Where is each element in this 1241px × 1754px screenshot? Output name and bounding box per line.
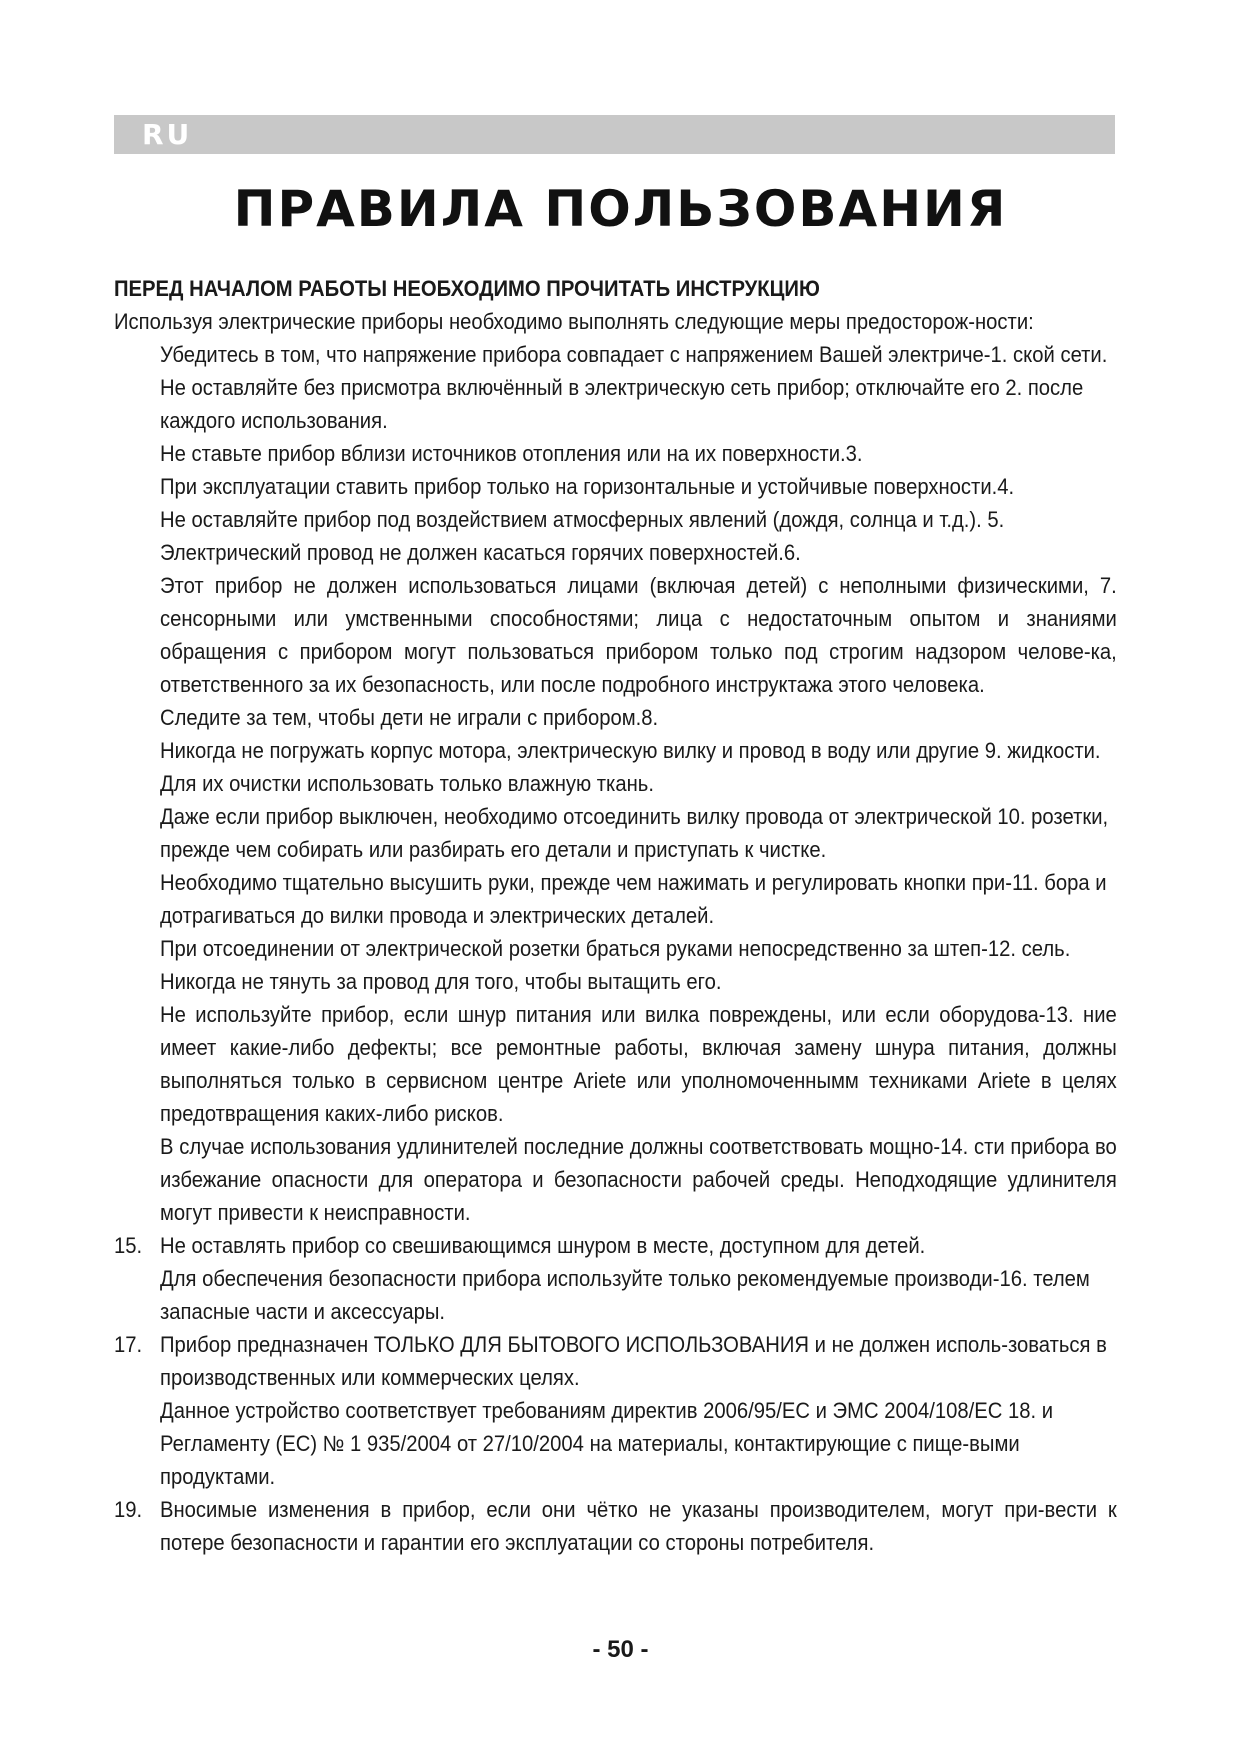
language-code: RU <box>142 118 193 151</box>
list-item <box>114 866 1117 932</box>
intro-paragraph: Используя электрические приборы необходимо выполнять следующие меры предосторож-ности: <box>114 309 1034 334</box>
list-item <box>114 1493 1117 1559</box>
section-heading: ПЕРЕД НАЧАЛОМ РАБОТЫ НЕОБХОДИМО ПРОЧИТАТЬ ИНСТРУКЦИЮ <box>114 276 820 301</box>
list-item-number: 19. <box>114 1497 143 1522</box>
list-item-text: Не оставляйте без присмотра включённый в электрическую сеть прибор; отключайте его 2. после каждого использования. <box>160 375 1084 433</box>
list-item-text: Данное устройство соответствует требованиям директив 2006/95/ЕС и ЭМС 2004/108/ЕС 18. и Регламенту (ЕС) № 1 935/2004 от 27/10/2004 на материалы, контактирующие с пище-выми продуктами. <box>160 1398 1054 1489</box>
list-item-text: Этот прибор не должен использоваться лицами (включая детей) с неполными физическими, 7. сенсорными или умственными способностями; лица с недостаточным опытом и знаниями обращения с прибором могут пользоваться прибором только под строгим надзором челове-ка, ответственного за их безопасность, или после подробного инструктажа этого человека. <box>160 573 1117 697</box>
list-item <box>114 1229 1117 1262</box>
list-item <box>114 701 1117 734</box>
list-item <box>114 470 1117 503</box>
list-item-text: Не оставляйте прибор под воздействием атмосферных явлений (дождя, солнца и т.д.). 5. <box>160 507 1005 532</box>
list-item <box>114 932 1117 998</box>
list-item-text: Не оставлять прибор со свешивающимся шнуром в месте, доступном для детей. <box>160 1233 926 1258</box>
list-item <box>114 569 1117 701</box>
list-item-text: Вносимые изменения в прибор, если они чётко не указаны производителем, могут при-вести к потере безопасности и гарантии его эксплуатации со стороны потребителя. <box>160 1497 1117 1555</box>
list-item-number: 17. <box>114 1332 143 1357</box>
list-item <box>114 1328 1117 1394</box>
list-item-text: Следите за тем, чтобы дети не играли с прибором.8. <box>160 705 659 730</box>
list-item-text: При эксплуатации ставить прибор только на горизонтальные и устойчивые поверхности.4. <box>160 474 1015 499</box>
list-item-text: Не ставьте прибор вблизи источников отопления или на их поверхности.3. <box>160 441 863 466</box>
list-item <box>114 734 1117 800</box>
list-item <box>114 1262 1117 1328</box>
list-item-text: Убедитесь в том, что напряжение прибора совпадает с напряжением Вашей электриче-1. ской сети. <box>160 342 1108 367</box>
list-item-text: Необходимо тщательно высушить руки, прежде чем нажимать и регулировать кнопки при-11. бора и дотрагиваться до вилки провода и электрических деталей. <box>160 870 1107 928</box>
list-item <box>114 998 1117 1130</box>
list-item-text: Даже если прибор выключен, необходимо отсоединить вилку провода от электрической 10. розетки, прежде чем собирать или разбирать его детали и приступать к чистке. <box>160 804 1109 862</box>
list-item-text: Никогда не погружать корпус мотора, электрическую вилку и провод в воду или другие 9. жидкости. Для их очистки использовать только влажную ткань. <box>160 738 1101 796</box>
list-item <box>114 800 1117 866</box>
list-item <box>114 503 1117 536</box>
list-item <box>114 338 1117 371</box>
list-item <box>114 1394 1117 1493</box>
list-item-text: Прибор предназначен ТОЛЬКО ДЛЯ БЫТОВОГО ИСПОЛЬЗОВАНИЯ и не должен исполь-зоваться в производственных или коммерческих целях. <box>160 1332 1107 1390</box>
list-item-text: Электрический провод не должен касаться горячих поверхностей.6. <box>160 540 801 565</box>
list-item <box>114 437 1117 470</box>
language-bar <box>114 115 1115 154</box>
list-item-number: 15. <box>114 1233 143 1258</box>
instructions-body <box>114 272 1117 1559</box>
page-number: - 50 - <box>592 1636 649 1663</box>
list-item-text: При отсоединении от электрической розетки браться руками непосредственно за штеп-12. сель. Никогда не тянуть за провод для того, чтобы вытащить его. <box>160 936 1071 994</box>
list-item-text: В случае использования удлинителей последние должны соответствовать мощно-14. сти прибора во избежание опасности для оператора и безопасности рабочей среды. Неподходящие удлинителя могут привести к неисправности. <box>160 1134 1117 1225</box>
list-item-text: Не используйте прибор, если шнур питания или вилка повреждены, или если оборудова-13. ние имеет какие-либо дефекты; все ремонтные работы, включая замену шнура питания, должны выполняться только в сервисном центре Ariete или уполномоченнымм техниками Ariete в целях предотвращения каких-либо рисков. <box>160 1002 1117 1126</box>
list-item <box>114 371 1117 437</box>
page-title: ПРАВИЛА ПОЛЬЗОВАНИЯ <box>233 180 1008 238</box>
rules-list <box>114 338 1117 1559</box>
list-item <box>114 1130 1117 1229</box>
list-item-text: Для обеспечения безопасности прибора используйте только рекомендуемые производи-16. телем запасные части и аксессуары. <box>160 1266 1090 1324</box>
list-item <box>114 536 1117 569</box>
